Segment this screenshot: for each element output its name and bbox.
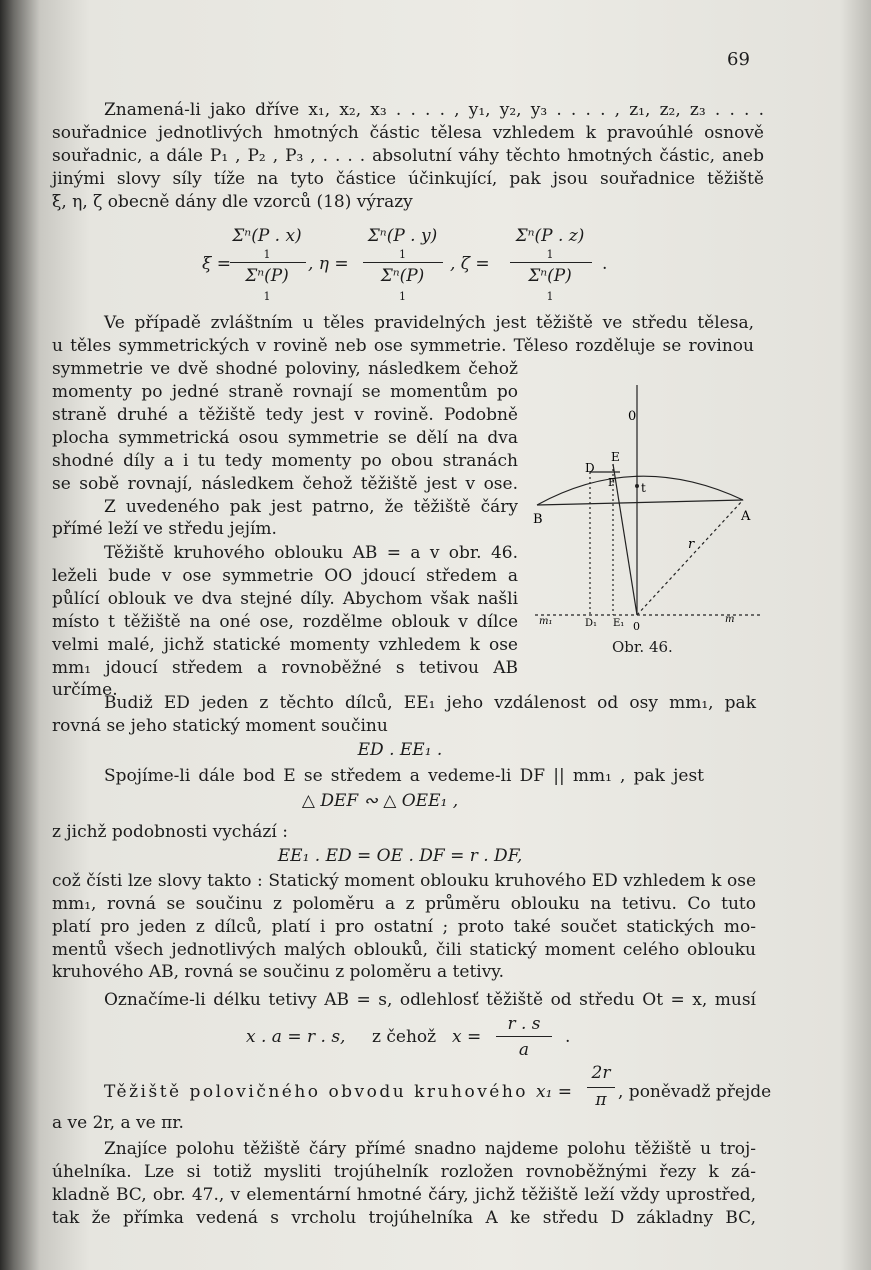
label-f: F: [608, 476, 616, 489]
text-line: mm₁, rovná se součinu z poloměru a z průměru oblouku na tetivu. Co tuto: [52, 894, 756, 914]
text-line: mm₁ jdoucí středem a rovnoběžné s tetivou AB: [52, 658, 518, 678]
label-o-top: 0: [628, 409, 637, 424]
fraction-bar: [230, 262, 306, 263]
eta-num-limit: 1: [399, 248, 406, 261]
eq4-lhs: x =: [452, 1027, 482, 1047]
label-b: B: [533, 512, 543, 527]
zeta-numerator: Σⁿ(P . z): [515, 226, 585, 246]
fraction-bar: [510, 262, 592, 263]
label-e: E: [611, 450, 620, 464]
text-line: straně druhé a těžiště tedy jest v rovině. Podobně: [52, 405, 518, 425]
eq5-denominator: π: [595, 1090, 607, 1110]
text-line: velmi malé, jichž statické momenty vzhledem k ose: [52, 635, 518, 655]
text-line: tak že přímka vedená s vrcholu trojúhelníka A ke středu D základny BC,: [52, 1208, 756, 1228]
point-t: [635, 484, 639, 488]
text-line: momenty po jedné straně rovnají se momentům po: [52, 382, 518, 402]
text-line: jinými slovy síly tíže na tyto částice účinkující, pak jsou souřadnice těžiště: [52, 169, 764, 189]
fraction-bar: [587, 1087, 615, 1088]
text-line: úhelníka. Lze si totiž mysliti trojúhelník rozložen rovnoběžnými řezy k zá-: [52, 1162, 756, 1182]
label-a: A: [741, 509, 751, 524]
text-line: Spojíme-li dále bod E se středem a vedeme-li DF || mm₁ , pak jest: [104, 766, 704, 786]
equation-moment: EE₁ . ED = OE . DF = r . DF,: [277, 846, 523, 866]
text-line: , poněvadž přejde: [618, 1082, 772, 1102]
eq5-lhs: x₁ =: [536, 1082, 573, 1102]
text-line: souřadnice jednotlivých hmotných částic tělesa vzhledem k pravoúhlé osnově: [52, 123, 764, 143]
xi-lhs: ξ =: [202, 254, 232, 274]
text-line: shodné díly a i tu tedy momenty po obou stranách: [52, 451, 518, 471]
xi-denominator: Σⁿ(P): [245, 266, 289, 286]
figure-46-diagram: [525, 380, 770, 630]
eq5-numerator: 2r: [591, 1063, 611, 1083]
text-line: místo t těžiště na oné ose, rozdělme oblouk v dílce: [52, 612, 518, 632]
text-line: se sobě rovnají, následkem čehož těžiště jest v ose.: [52, 474, 518, 494]
label-m: m: [725, 614, 735, 625]
eq4-left: x . a = r . s,: [246, 1027, 346, 1047]
text-line: a ve 2r, a ve πr.: [52, 1113, 184, 1133]
label-d1: D₁: [585, 618, 598, 629]
eq4-denominator: a: [518, 1040, 530, 1060]
text-line: u těles symmetrických v rovině neb ose symmetrie. Těleso rozděluje se rovinou: [52, 336, 754, 356]
text-line: Budiž ED jeden z těchto dílců, EE₁ jeho vzdálenost od osy mm₁, pak: [104, 693, 756, 713]
eq4-end: .: [565, 1027, 571, 1047]
label-o-bottom: 0: [633, 620, 640, 630]
text-line: což čísti lze slovy takto : Statický moment oblouku kruhového ED vzhledem k ose: [52, 871, 756, 891]
text-line: souřadnic, a dále P₁ , P₂ , P₃ , . . . . absolutní váhy těchto hmotných částic, aneb: [52, 146, 764, 166]
text-line: Z uvedeného pak jest patrno, že těžiště čáry: [104, 497, 518, 517]
eta-lhs: , η =: [308, 254, 349, 274]
text-line: Označíme-li délku tetivy AB = s, odlehlosť těžiště od středu Ot = x, musí: [104, 990, 756, 1010]
text-line: leželi bude v ose symmetrie OO jdoucí středem a: [52, 566, 518, 586]
eta-denominator: Σⁿ(P): [380, 266, 425, 286]
text-line: symmetrie ve dvě shodné poloviny, následkem čehož: [52, 359, 518, 379]
page-number: 69: [727, 49, 750, 70]
zeta-lhs: , ζ =: [450, 254, 490, 274]
text-line: kladně BC, obr. 47., v elementární hmotné čáry, jichž těžiště leží vždy uprostřed,: [52, 1185, 756, 1205]
figure-caption: Obr. 46.: [612, 638, 673, 656]
text-line: určíme.: [52, 680, 118, 700]
text-line: přímé leží ve středu jejím.: [52, 519, 277, 539]
fraction-bar: [496, 1036, 552, 1037]
text-line: půlící oblouk ve dva stejné díly. Abychom však našli: [52, 589, 518, 609]
text-line: rovná se jeho statický moment součinu: [52, 716, 388, 736]
eta-numerator: Σⁿ(P . y): [367, 226, 438, 246]
formula-end: .: [602, 254, 608, 274]
zeta-denominator: Σⁿ(P): [528, 266, 572, 286]
eq4-numerator: r . s: [507, 1014, 541, 1034]
fraction-bar: [363, 262, 443, 263]
line-eo: [613, 464, 637, 615]
zeta-den-limit: 1: [546, 290, 554, 303]
text-line: platí pro jeden z dílců, platí i pro ostatní ; proto také součet statických mo-: [52, 917, 756, 937]
text-line: ξ, η, ζ obecně dány dle vzorců (18) výrazy: [52, 192, 413, 212]
xi-numerator: Σⁿ(P . x): [232, 226, 302, 246]
text-line: mentů všech jednotlivých malých oblouků, čili statický moment celého oblouku: [52, 940, 756, 960]
text-line: plocha symmetrická osou symmetrie se dělí na dva: [52, 428, 518, 448]
text-line: Znajíce polohu těžiště čáry přímé snadno najdeme polohu těžiště u troj-: [104, 1139, 756, 1159]
chord-ab: [537, 500, 743, 505]
text-line: Znamená-li jako dříve x₁, x₂, x₃ . . . . , y₁, y₂, y₃ . . . . , z₁, z₂, z₃ . . . .: [104, 100, 764, 120]
text-line: z jichž podobnosti vychází :: [52, 822, 288, 842]
zeta-num-limit: 1: [546, 248, 554, 261]
radius-r: [637, 500, 743, 615]
label-e1: E₁: [613, 618, 625, 629]
text-line: Těžiště kruhového oblouku AB = a v obr. 46.: [104, 543, 518, 563]
equation-similar-triangles: △ DEF ∾ △ OEE₁ ,: [301, 791, 459, 811]
label-m1: m₁: [539, 616, 553, 627]
eta-den-limit: 1: [399, 290, 406, 303]
xi-den-limit: 1: [263, 290, 271, 303]
equation-ed-ee1: ED . EE₁ .: [357, 740, 443, 760]
eq4-mid: z čehož: [372, 1027, 437, 1047]
text-line: Těžiště polovičného obvodu kruhového: [104, 1082, 529, 1102]
xi-num-limit: 1: [263, 248, 271, 261]
text-line: Ve případě zvláštním u těles pravidelných jest těžiště ve středu tělesa,: [104, 313, 754, 333]
label-t: t: [641, 481, 646, 495]
label-r: r: [688, 537, 695, 552]
text-line: kruhového AB, rovná se součinu z poloměru a tetivy.: [52, 962, 505, 982]
label-d: D: [585, 461, 595, 475]
